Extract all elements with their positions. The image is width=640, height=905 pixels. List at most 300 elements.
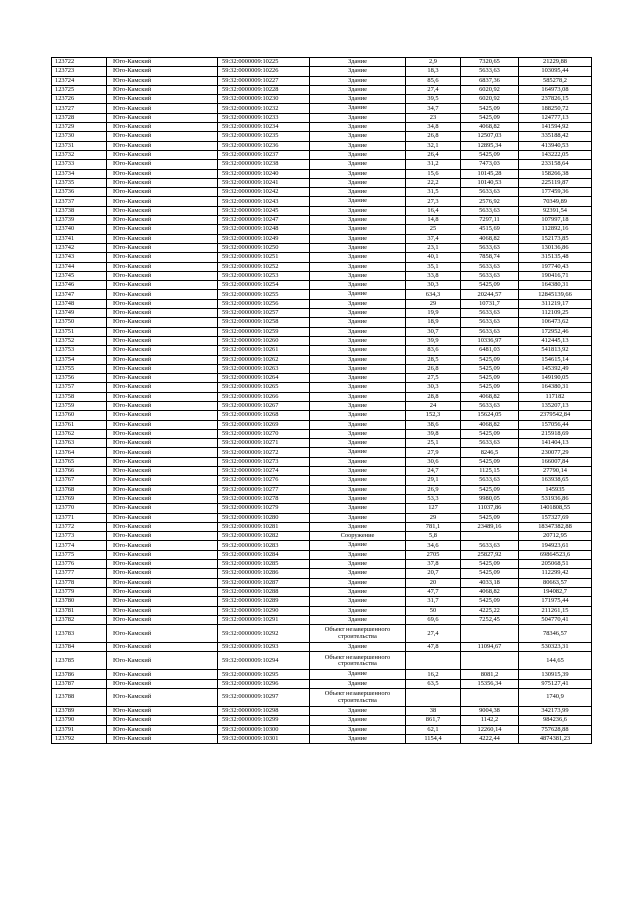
object-type-cell: Здание	[310, 411, 406, 420]
object-type-cell: Здание	[310, 113, 406, 122]
cadastral-number-cell: 59:32:0000009:10279	[218, 504, 310, 513]
unit-value-cell: 5425,09	[461, 281, 519, 290]
row-number-cell: 123782	[52, 615, 107, 624]
cadastral-value-cell: 342173,99	[519, 707, 592, 716]
district-cell: Юго-Камский	[107, 197, 218, 206]
cadastral-value-cell: 163938,65	[519, 476, 592, 485]
row-number-cell: 123779	[52, 587, 107, 596]
cadastral-value-cell: 164380,31	[519, 281, 592, 290]
cadastral-number-cell: 59:32:0000009:10256	[218, 299, 310, 308]
row-number-cell: 123773	[52, 532, 107, 541]
district-cell: Юго-Камский	[107, 513, 218, 522]
unit-value-cell: 5425,09	[461, 355, 519, 364]
object-type-cell: Здание	[310, 383, 406, 392]
row-number-cell: 123765	[52, 457, 107, 466]
table-row	[52, 104, 592, 113]
row-number-cell: 123789	[52, 707, 107, 716]
object-type-cell: Сооружение	[310, 532, 406, 541]
cadastral-number-cell: 59:32:0000009:10230	[218, 95, 310, 104]
district-cell: Юго-Камский	[107, 234, 218, 243]
district-cell: Юго-Камский	[107, 439, 218, 448]
cadastral-value-cell: 171975,44	[519, 597, 592, 606]
district-cell: Юго-Камский	[107, 76, 218, 85]
object-type-cell: Здание	[310, 355, 406, 364]
object-type-cell: Здание	[310, 467, 406, 476]
object-type-cell: Здание	[310, 578, 406, 587]
unit-value-cell: 23489,16	[461, 522, 519, 531]
table-row	[52, 216, 592, 225]
area-cell: 30,7	[406, 327, 461, 336]
district-cell: Юго-Камский	[107, 132, 218, 141]
cadastral-value-cell: 412445,13	[519, 336, 592, 345]
table-row	[52, 383, 592, 392]
cadastral-number-cell: 59:32:0000009:10274	[218, 467, 310, 476]
district-cell: Юго-Камский	[107, 225, 218, 234]
district-cell: Юго-Камский	[107, 485, 218, 494]
district-cell: Юго-Камский	[107, 290, 218, 299]
row-number-cell: 123770	[52, 504, 107, 513]
table-row	[52, 67, 592, 76]
row-number-cell: 123751	[52, 327, 107, 336]
object-type-cell: Здание	[310, 225, 406, 234]
object-type-cell: Здание	[310, 271, 406, 280]
area-cell: 38	[406, 707, 461, 716]
district-cell: Юго-Камский	[107, 401, 218, 410]
unit-value-cell: 5633,63	[461, 327, 519, 336]
district-cell: Юго-Камский	[107, 541, 218, 550]
unit-value-cell: 7858,74	[461, 253, 519, 262]
area-cell: 1154,4	[406, 734, 461, 743]
district-cell: Юго-Камский	[107, 141, 218, 150]
district-cell: Юго-Камский	[107, 58, 218, 67]
area-cell: 39,8	[406, 429, 461, 438]
cadastral-number-cell: 59:32:0000009:10276	[218, 476, 310, 485]
district-cell: Юго-Камский	[107, 327, 218, 336]
district-cell: Юго-Камский	[107, 707, 218, 716]
cadastral-number-cell: 59:32:0000009:10241	[218, 178, 310, 187]
area-cell: 27,9	[406, 448, 461, 457]
object-type-cell: Объект незавершенного строительства	[310, 652, 406, 670]
unit-value-cell: 5633,63	[461, 206, 519, 215]
cadastral-value-cell: 194923,61	[519, 541, 592, 550]
row-number-cell: 123784	[52, 643, 107, 652]
row-number-cell: 123762	[52, 429, 107, 438]
unit-value-cell: 10140,53	[461, 178, 519, 187]
object-type-cell: Здание	[310, 281, 406, 290]
unit-value-cell: 5425,09	[461, 364, 519, 373]
cadastral-number-cell: 59:32:0000009:10232	[218, 104, 310, 113]
object-type-cell: Здание	[310, 504, 406, 513]
row-number-cell: 123791	[52, 725, 107, 734]
district-cell: Юго-Камский	[107, 550, 218, 559]
cadastral-number-cell: 59:32:0000009:10253	[218, 271, 310, 280]
area-cell: 26,8	[406, 364, 461, 373]
table-row	[52, 113, 592, 122]
row-number-cell: 123745	[52, 271, 107, 280]
table-row	[52, 457, 592, 466]
table-row	[52, 253, 592, 262]
cadastral-number-cell: 59:32:0000009:10290	[218, 606, 310, 615]
object-type-cell: Здание	[310, 309, 406, 318]
unit-value-cell: 8246,5	[461, 448, 519, 457]
district-cell: Юго-Камский	[107, 364, 218, 373]
area-cell: 69,6	[406, 615, 461, 624]
object-type-cell: Здание	[310, 597, 406, 606]
district-cell: Юго-Камский	[107, 262, 218, 271]
object-type-cell: Здание	[310, 569, 406, 578]
unit-value-cell: 5633,63	[461, 309, 519, 318]
object-type-cell: Здание	[310, 364, 406, 373]
cadastral-value-cell: 92391,54	[519, 206, 592, 215]
unit-value-cell: 1125,15	[461, 467, 519, 476]
row-number-cell: 123772	[52, 522, 107, 531]
cadastral-number-cell: 59:32:0000009:10277	[218, 485, 310, 494]
table-row	[52, 679, 592, 688]
cadastral-value-table-page	[51, 57, 591, 744]
cadastral-value-cell: 190416,71	[519, 271, 592, 280]
unit-value-cell: 7320,65	[461, 58, 519, 67]
row-number-cell: 123774	[52, 541, 107, 550]
cadastral-number-cell: 59:32:0000009:10300	[218, 725, 310, 734]
table-row	[52, 150, 592, 159]
row-number-cell: 123746	[52, 281, 107, 290]
district-cell: Юго-Камский	[107, 253, 218, 262]
area-cell: 30,3	[406, 383, 461, 392]
row-number-cell: 123741	[52, 234, 107, 243]
area-cell	[406, 652, 461, 670]
cadastral-number-cell: 59:32:0000009:10291	[218, 615, 310, 624]
cadastral-number-cell: 59:32:0000009:10266	[218, 392, 310, 401]
table-row	[52, 513, 592, 522]
table-row	[52, 234, 592, 243]
object-type-cell: Объект незавершенного строительства	[310, 689, 406, 707]
cadastral-value-cell: 145935	[519, 485, 592, 494]
area-cell: 39,9	[406, 336, 461, 345]
cadastral-value-cell: 188250,72	[519, 104, 592, 113]
object-type-cell: Здание	[310, 725, 406, 734]
cadastral-value-cell: 78346,57	[519, 625, 592, 643]
area-cell: 22,2	[406, 178, 461, 187]
cadastral-number-cell: 59:32:0000009:10242	[218, 188, 310, 197]
cadastral-value-cell: 149190,05	[519, 374, 592, 383]
unit-value-cell: 4068,82	[461, 234, 519, 243]
cadastral-number-cell: 59:32:0000009:10250	[218, 243, 310, 252]
cadastral-value-cell: 541813,92	[519, 346, 592, 355]
area-cell: 31,7	[406, 597, 461, 606]
table-row	[52, 411, 592, 420]
table-row	[52, 670, 592, 679]
row-number-cell: 123723	[52, 67, 107, 76]
row-number-cell: 123728	[52, 113, 107, 122]
area-cell: 27,4	[406, 85, 461, 94]
area-cell: 18,9	[406, 318, 461, 327]
district-cell: Юго-Камский	[107, 104, 218, 113]
area-cell: 14,8	[406, 216, 461, 225]
row-number-cell: 123722	[52, 58, 107, 67]
cadastral-value-cell: 154615,14	[519, 355, 592, 364]
unit-value-cell: 6837,36	[461, 76, 519, 85]
cadastral-value-cell: 157327,69	[519, 513, 592, 522]
row-number-cell: 123780	[52, 597, 107, 606]
table-row	[52, 206, 592, 215]
object-type-cell: Здание	[310, 587, 406, 596]
row-number-cell: 123732	[52, 150, 107, 159]
cadastral-number-cell: 59:32:0000009:10286	[218, 569, 310, 578]
cadastral-number-cell: 59:32:0000009:10264	[218, 374, 310, 383]
object-type-cell: Здание	[310, 169, 406, 178]
table-row	[52, 439, 592, 448]
table-row	[52, 243, 592, 252]
cadastral-number-cell: 59:32:0000009:10272	[218, 448, 310, 457]
cadastral-value-cell: 975127,41	[519, 679, 592, 688]
unit-value-cell: 12507,03	[461, 132, 519, 141]
table-row	[52, 58, 592, 67]
area-cell: 20,7	[406, 569, 461, 578]
cadastral-value-cell: 157056,44	[519, 420, 592, 429]
area-cell: 37,4	[406, 234, 461, 243]
cadastral-number-cell: 59:32:0000009:10240	[218, 169, 310, 178]
cadastral-value-cell: 166007,84	[519, 457, 592, 466]
area-cell: 35,1	[406, 262, 461, 271]
object-type-cell: Здание	[310, 541, 406, 550]
object-type-cell: Здание	[310, 197, 406, 206]
unit-value-cell: 4033,18	[461, 578, 519, 587]
area-cell: 26,9	[406, 485, 461, 494]
cadastral-value-cell: 20712,95	[519, 532, 592, 541]
cadastral-number-cell: 59:32:0000009:10278	[218, 494, 310, 503]
cadastral-number-cell: 59:32:0000009:10296	[218, 679, 310, 688]
cadastral-value-cell: 112109,25	[519, 309, 592, 318]
table-row	[52, 476, 592, 485]
row-number-cell: 123754	[52, 355, 107, 364]
cadastral-value-cell: 194082,7	[519, 587, 592, 596]
cadastral-number-cell: 59:32:0000009:10243	[218, 197, 310, 206]
area-cell: 31,5	[406, 188, 461, 197]
unit-value-cell: 5425,09	[461, 429, 519, 438]
district-cell: Юго-Камский	[107, 448, 218, 457]
table-row	[52, 299, 592, 308]
table-row	[52, 734, 592, 743]
row-number-cell: 123792	[52, 734, 107, 743]
row-number-cell: 123750	[52, 318, 107, 327]
row-number-cell: 123724	[52, 76, 107, 85]
table-row	[52, 364, 592, 373]
cadastral-value-cell: 315135,48	[519, 253, 592, 262]
cadastral-value-cell: 585278,2	[519, 76, 592, 85]
district-cell: Юго-Камский	[107, 216, 218, 225]
cadastral-value-cell: 130136,86	[519, 243, 592, 252]
unit-value-cell: 5425,09	[461, 560, 519, 569]
area-cell: 152,3	[406, 411, 461, 420]
cadastral-number-cell: 59:32:0000009:10294	[218, 652, 310, 670]
table-row	[52, 197, 592, 206]
unit-value-cell: 4068,82	[461, 123, 519, 132]
cadastral-number-cell: 59:32:0000009:10289	[218, 597, 310, 606]
area-cell: 34,6	[406, 541, 461, 550]
object-type-cell: Здание	[310, 643, 406, 652]
area-cell: 127	[406, 504, 461, 513]
row-number-cell: 123761	[52, 420, 107, 429]
cadastral-number-cell: 59:32:0000009:10297	[218, 689, 310, 707]
table-row	[52, 504, 592, 513]
district-cell: Юго-Камский	[107, 625, 218, 643]
cadastral-number-cell: 59:32:0000009:10281	[218, 522, 310, 531]
table-row	[52, 188, 592, 197]
district-cell: Юго-Камский	[107, 643, 218, 652]
area-cell: 39,5	[406, 95, 461, 104]
object-type-cell: Здание	[310, 160, 406, 169]
unit-value-cell	[461, 625, 519, 643]
unit-value-cell	[461, 689, 519, 707]
district-cell: Юго-Камский	[107, 243, 218, 252]
row-number-cell: 123749	[52, 309, 107, 318]
unit-value-cell: 4515,69	[461, 225, 519, 234]
area-cell: 38,6	[406, 420, 461, 429]
cadastral-value-cell: 215918,69	[519, 429, 592, 438]
row-number-cell: 123769	[52, 494, 107, 503]
row-number-cell: 123787	[52, 679, 107, 688]
object-type-cell: Здание	[310, 448, 406, 457]
district-cell: Юго-Камский	[107, 420, 218, 429]
district-cell: Юго-Камский	[107, 318, 218, 327]
district-cell: Юго-Камский	[107, 457, 218, 466]
district-cell: Юго-Камский	[107, 504, 218, 513]
unit-value-cell: 5633,63	[461, 318, 519, 327]
object-type-cell: Здание	[310, 494, 406, 503]
cadastral-value-cell: 103095,44	[519, 67, 592, 76]
table-row	[52, 560, 592, 569]
table-row	[52, 689, 592, 707]
unit-value-cell: 10731,7	[461, 299, 519, 308]
unit-value-cell: 8081,2	[461, 670, 519, 679]
area-cell: 30,6	[406, 457, 461, 466]
unit-value-cell: 7473,03	[461, 160, 519, 169]
unit-value-cell: 5633,63	[461, 401, 519, 410]
district-cell: Юго-Камский	[107, 336, 218, 345]
cadastral-value-table	[51, 57, 592, 744]
unit-value-cell: 11037,86	[461, 504, 519, 513]
cadastral-value-cell: 211261,15	[519, 606, 592, 615]
unit-value-cell: 5425,09	[461, 104, 519, 113]
district-cell: Юго-Камский	[107, 679, 218, 688]
table-row	[52, 318, 592, 327]
object-type-cell: Здание	[310, 392, 406, 401]
area-cell: 29	[406, 299, 461, 308]
cadastral-number-cell: 59:32:0000009:10251	[218, 253, 310, 262]
row-number-cell: 123778	[52, 578, 107, 587]
table-row	[52, 587, 592, 596]
object-type-cell: Объект незавершенного строительства	[310, 625, 406, 643]
area-cell: 23	[406, 113, 461, 122]
area-cell: 26,8	[406, 132, 461, 141]
row-number-cell: 123776	[52, 560, 107, 569]
unit-value-cell: 5633,63	[461, 541, 519, 550]
table-row	[52, 643, 592, 652]
row-number-cell: 123783	[52, 625, 107, 643]
district-cell: Юго-Камский	[107, 587, 218, 596]
row-number-cell: 123756	[52, 374, 107, 383]
area-cell: 28,8	[406, 392, 461, 401]
area-cell: 634,3	[406, 290, 461, 299]
area-cell: 31,2	[406, 160, 461, 169]
table-row	[52, 309, 592, 318]
unit-value-cell: 5425,09	[461, 513, 519, 522]
area-cell: 47,8	[406, 643, 461, 652]
row-number-cell: 123785	[52, 652, 107, 670]
object-type-cell: Здание	[310, 216, 406, 225]
cadastral-value-cell: 413940,53	[519, 141, 592, 150]
table-row	[52, 606, 592, 615]
table-row	[52, 123, 592, 132]
row-number-cell: 123731	[52, 141, 107, 150]
table-row	[52, 522, 592, 531]
unit-value-cell: 11094,67	[461, 643, 519, 652]
cadastral-value-cell: 141404,13	[519, 439, 592, 448]
table-row	[52, 281, 592, 290]
row-number-cell: 123725	[52, 85, 107, 94]
table-row	[52, 707, 592, 716]
district-cell: Юго-Камский	[107, 113, 218, 122]
unit-value-cell: 25827,92	[461, 550, 519, 559]
area-cell: 34,7	[406, 104, 461, 113]
row-number-cell: 123755	[52, 364, 107, 373]
unit-value-cell: 5633,63	[461, 67, 519, 76]
table-row	[52, 346, 592, 355]
area-cell: 23,1	[406, 243, 461, 252]
area-cell: 27,5	[406, 374, 461, 383]
row-number-cell: 123726	[52, 95, 107, 104]
district-cell: Юго-Камский	[107, 652, 218, 670]
district-cell: Юго-Камский	[107, 67, 218, 76]
cadastral-number-cell: 59:32:0000009:10255	[218, 290, 310, 299]
area-cell: 32,1	[406, 141, 461, 150]
district-cell: Юго-Камский	[107, 670, 218, 679]
unit-value-cell: 4068,82	[461, 420, 519, 429]
cadastral-number-cell: 59:32:0000009:10228	[218, 85, 310, 94]
area-cell: 28,5	[406, 355, 461, 364]
object-type-cell: Здание	[310, 522, 406, 531]
object-type-cell: Здание	[310, 457, 406, 466]
table-row	[52, 225, 592, 234]
table-row	[52, 327, 592, 336]
district-cell: Юго-Камский	[107, 281, 218, 290]
unit-value-cell: 4225,22	[461, 606, 519, 615]
object-type-cell: Здание	[310, 606, 406, 615]
cadastral-number-cell: 59:32:0000009:10271	[218, 439, 310, 448]
unit-value-cell: 7297,11	[461, 216, 519, 225]
object-type-cell: Здание	[310, 429, 406, 438]
row-number-cell: 123727	[52, 104, 107, 113]
cadastral-value-cell: 69864523,6	[519, 550, 592, 559]
area-cell: 18,3	[406, 67, 461, 76]
area-cell: 19,9	[406, 309, 461, 318]
area-cell: 63,5	[406, 679, 461, 688]
cadastral-value-cell: 107997,18	[519, 216, 592, 225]
row-number-cell: 123775	[52, 550, 107, 559]
row-number-cell: 123738	[52, 206, 107, 215]
area-cell: 15,6	[406, 169, 461, 178]
row-number-cell: 123733	[52, 160, 107, 169]
table-row	[52, 569, 592, 578]
row-number-cell: 123768	[52, 485, 107, 494]
cadastral-value-cell: 335188,42	[519, 132, 592, 141]
cadastral-value-cell: 4874381,23	[519, 734, 592, 743]
area-cell: 34,8	[406, 123, 461, 132]
cadastral-value-cell: 2379542,84	[519, 411, 592, 420]
object-type-cell: Здание	[310, 262, 406, 271]
district-cell: Юго-Камский	[107, 615, 218, 624]
row-number-cell: 123753	[52, 346, 107, 355]
